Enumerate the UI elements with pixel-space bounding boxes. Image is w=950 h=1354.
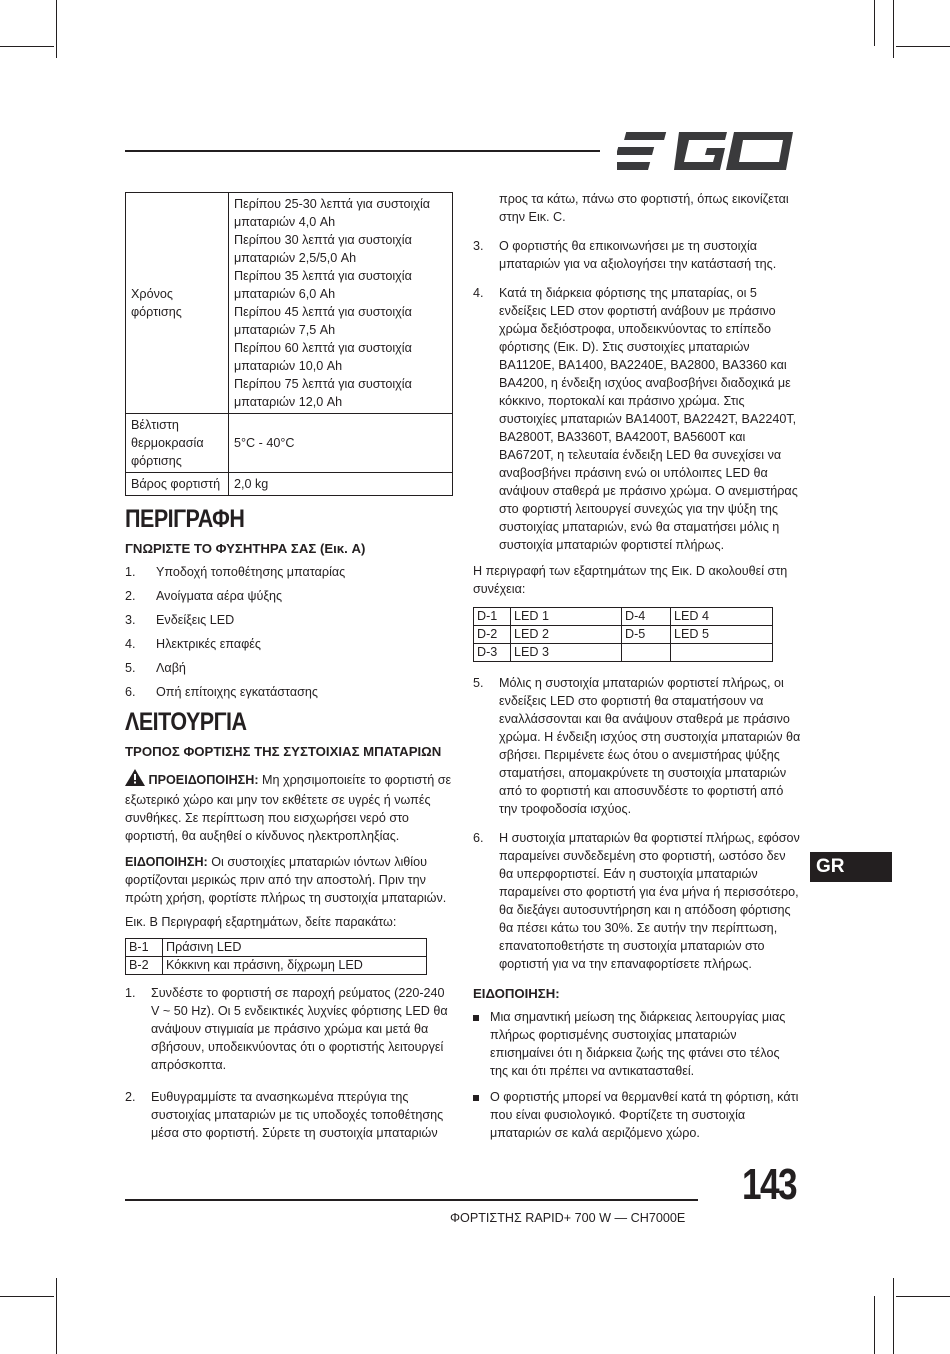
ego-logo bbox=[617, 129, 799, 178]
parts-list bbox=[125, 563, 455, 701]
charge-time-line: Περίπου 75 λεπτά για συστοιχία bbox=[234, 377, 412, 391]
list-item: 1. Υποδοχή τοποθέτησης μπαταρίας bbox=[125, 565, 346, 579]
list-item: 3. Ο φορτιστής θα επικοινωνήσει με τη συστοιχία μπαταριών για να αξιολογήσει την κατάστασή της. bbox=[473, 239, 777, 271]
list-item: 1. Συνδέστε το φορτιστή σε παροχή ρεύματος (220-240 V ~ 50 Hz). Οι 5 ενδεικτικές λυχνίες φόρτισης LED θα ανάψουν στιγμιαία με πράσινο χρώμα και μετά θα σβήσουν, υποδεικνύοντας ότι ο φορτιστής λειτουργεί απρόσκοπτα. bbox=[125, 986, 448, 1072]
crop-mark bbox=[56, 0, 57, 58]
section-title-description: ΠΕΡΙΓΡΑΦΗ bbox=[125, 505, 245, 533]
list-item: 2. Ευθυγραμμίστε τα ανασηκωμένα πτερύγια της συστοιχίας μπαταριών με τις υποδοχές τοποθέτησης μέσα στο φορτιστή. Σύρετε τη συστοιχία μπαταριών bbox=[125, 1090, 444, 1140]
list-item: Μια σημαντική μείωση της διάρκειας λειτουργίας μιας πλήρως φορτισμένης συστοιχίας μπαταριών επισημαίνει ότι η διάρκεια ζωής της φτάνει στο τέλος της και ότι πρέπει να αντικατασταθεί. bbox=[473, 1008, 801, 1080]
list-item: 4. Κατά τη διάρκεια φόρτισης της μπαταρίας, οι 5 ενδείξεις LED στον φορτιστή ανάβουν με πράσινο χρώμα δεξιόστροφα, υποδεικνύοντας το επίπεδο φόρτισης (Εικ. D). Στις συστοιχίες μπαταριών BA1120E, BA1400, BA2240E, BA2800, BA3360 και BA4200, η ένδειξη ισχύος αναβοσβήνει διαδοχικά με κόκκινο, πορτοκαλί και πράσινο χρώμα. Στις συστοιχίες μπαταριών BA1400T, BA2242T, BA2240T, BA2800T, BA3360T, BA4200T, BA5600T και BA6720T, η τελευταία ένδειξη LED θα συνεχίσει να αναβοσβήνει πράσινη ενώ οι υπόλοιπες LED θα ανάψουν σταθερά με πράσινο χρώμα. Ο ανεμιστήρας στο φορτιστή λειτουργεί συνεχώς για την ψύξη της συστοιχίας μπαταριών, ενώ θα σταματήσει μόλις η συστοιχία μπαταριών φορτιστεί πλήρως. bbox=[473, 286, 798, 552]
fig-d-table bbox=[473, 607, 773, 662]
steps-list bbox=[125, 984, 455, 1142]
right-column bbox=[473, 190, 801, 1142]
fig-b-table bbox=[125, 938, 427, 975]
list-item: Ο φορτιστής μπορεί να θερμανθεί κατά τη φόρτιση, κάτι που είναι φυσιολογικό. Φορτίζετε τη συστοιχία μπαταριών σε καλά αεριζόμενο χώρο. bbox=[473, 1088, 801, 1142]
header-rule bbox=[125, 150, 600, 152]
charge-time-line: μπαταριών 6,0 Ah bbox=[234, 287, 336, 301]
language-tab: GR bbox=[810, 852, 892, 882]
warning-triangle-icon bbox=[125, 769, 145, 791]
crop-mark bbox=[896, 1296, 950, 1297]
notice-paragraph: ΕΙΔΟΠΟΙΗΣΗ: Οι συστοιχίες μπαταριών ιόντων λιθίου φορτίζονται μερικώς πριν από την αποστολή. Πριν την πρώτη χρήση, φορτίστε πλήρως τη συστοιχία μπαταριών. bbox=[125, 855, 447, 905]
continued-text: προς τα κάτω, πάνω στο φορτιστή, όπως εικονίζεται στην Εικ. C. bbox=[499, 192, 789, 224]
charge-time-line: μπαταριών 4,0 Ah bbox=[234, 215, 336, 229]
crop-mark bbox=[896, 46, 950, 47]
bullet-list bbox=[473, 1008, 801, 1142]
footer-text: ΦΟΡΤΙΣΤΗΣ RAPID+ 700 W — CH7000E bbox=[450, 1211, 686, 1225]
charge-time-line: Περίπου 45 λεπτά για συστοιχία bbox=[234, 305, 412, 319]
bullet-icon bbox=[473, 1015, 479, 1021]
fig-b-intro: Εικ. B Περιγραφή εξαρτημάτων, δείτε παρακάτω: bbox=[125, 915, 397, 929]
crop-mark bbox=[0, 46, 54, 47]
spec-value bbox=[229, 193, 453, 414]
fig-d-intro: Η περιγραφή των εξαρτημάτων της Εικ. D ακολουθεί στη συνέχεια: bbox=[473, 564, 788, 596]
subsection-title: ΤΡΟΠΟΣ ΦΟΡΤΙΣΗΣ ΤΗΣ ΣΥΣΤΟΙΧΙΑΣ ΜΠΑΤΑΡΙΩΝ bbox=[125, 744, 442, 759]
crop-mark bbox=[893, 0, 894, 58]
spec-value: 5°C - 40°C bbox=[229, 414, 453, 473]
charge-time-line: μπαταριών 12,0 Ah bbox=[234, 395, 343, 409]
charge-time-line: Περίπου 35 λεπτά για συστοιχία bbox=[234, 269, 412, 283]
charge-time-line: μπαταριών 2,5/5,0 Ah bbox=[234, 251, 357, 265]
spec-key: Βέλτιστη θερμοκρασία φόρτισης bbox=[126, 414, 229, 473]
subsection-title: ΓΝΩΡΙΣΤΕ ΤΟ ΦΥΣΗΤΗΡΑ ΣΑΣ (Εικ. A) bbox=[125, 541, 366, 556]
charge-time-line: Περίπου 60 λεπτά για συστοιχία bbox=[234, 341, 412, 355]
notice-title: ΕΙΔΟΠΟΙΗΣΗ: bbox=[473, 986, 560, 1001]
steps-list bbox=[473, 674, 801, 973]
warning-paragraph: ΠΡΟΕΙΔΟΠΟΙΗΣΗ: Μη χρησιμοποιείτε το φορτιστή σε εξωτερικό χώρο και μην τον εκθέτετε σε υγρές ή νωπές συνθήκες. Σε περίπτωση που εισχωρήσει νερό στο φορτιστή, θα αυξηθεί ο κίνδυνος ηλεκτροπληξίας. bbox=[125, 769, 455, 845]
left-column bbox=[125, 192, 455, 1142]
crop-mark bbox=[874, 0, 875, 46]
crop-mark bbox=[0, 1296, 54, 1297]
list-item: 5. Λαβή bbox=[125, 661, 186, 675]
list-item: 6. Οπή επίτοιχης εγκατάστασης bbox=[125, 685, 318, 699]
table-row: B-2 Κόκκινη και πράσινη, δίχρωμη LED bbox=[126, 957, 427, 975]
crop-mark bbox=[874, 1296, 875, 1354]
charge-time-line: Περίπου 30 λεπτά για συστοιχία bbox=[234, 233, 412, 247]
spec-key: Βάρος φορτιστή bbox=[126, 473, 229, 496]
table-row: D-1 LED 1 D-4 LED 4 bbox=[474, 608, 773, 626]
charge-time-line: μπαταριών 10,0 Ah bbox=[234, 359, 343, 373]
spec-row-charge-time bbox=[126, 193, 453, 414]
list-item: 5. Μόλις η συστοιχία μπαταριών φορτιστεί πλήρως, οι ενδείξεις LED στο φορτιστή θα σταματήσουν να εναλλάσσονται και θα ανάψουν σταθερά με πράσινο χρώμα. Η ένδειξη ισχύος στη συστοιχία μπαταριών θα σβήσει. Περιμένετε έως ότου ο ανεμιστήρας ψύξης σταματήσει, απομακρύνετε τη συστοιχία μπαταριών από το φορτιστή και αποσυνδέστε το φορτιστή από την τροφοδοσία ισχύος. bbox=[473, 676, 801, 816]
table-row: B-1 Πράσινη LED bbox=[126, 939, 427, 957]
spec-key: Χρόνος φόρτισης bbox=[126, 193, 229, 414]
page-number: 143 bbox=[742, 1160, 796, 1209]
section-title-operation: ΛΕΙΤΟΥΡΓΙΑ bbox=[125, 708, 247, 736]
footer-rule bbox=[125, 1199, 698, 1201]
spec-row-weight bbox=[126, 473, 453, 496]
list-item: 3. Ενδείξεις LED bbox=[125, 613, 235, 627]
spec-value: 2,0 kg bbox=[229, 473, 453, 496]
spec-table bbox=[125, 192, 453, 496]
charge-time-line: μπαταριών 7,5 Ah bbox=[234, 323, 336, 337]
list-item: 6. Η συστοιχία μπαταριών θα φορτιστεί πλήρως, εφόσον παραμείνει συνδεδεμένη στο φορτιστή, ωστόσο δεν θα υπερφορτιστεί. Εάν η συστοιχία μπαταριών παραμείνει στο φορτιστή για ένα μήνα ή περισσότερο, θα διεξάγει αυτοσυντήρηση και η απόδοση φόρτισης θα πέσει κάτω του 30%. Σε αυτήν την περίπτωση, επανατοποθετήστε τη συστοιχία μπαταριών στο φορτιστή για να την επαναφορτίσετε πλήρως. bbox=[473, 831, 800, 971]
spec-row-temp bbox=[126, 414, 453, 473]
crop-mark bbox=[56, 1278, 57, 1354]
bullet-icon bbox=[473, 1095, 479, 1101]
table-row: D-2 LED 2 D-5 LED 5 bbox=[474, 626, 773, 644]
table-row: D-3 LED 3 bbox=[474, 644, 773, 662]
list-item: 2. Ανοίγματα αέρα ψύξης bbox=[125, 589, 283, 603]
list-item: 4. Ηλεκτρικές επαφές bbox=[125, 637, 261, 651]
charge-time-line: Περίπου 25-30 λεπτά για συστοιχία bbox=[234, 197, 431, 211]
steps-list bbox=[473, 237, 801, 554]
crop-mark bbox=[893, 1278, 894, 1354]
